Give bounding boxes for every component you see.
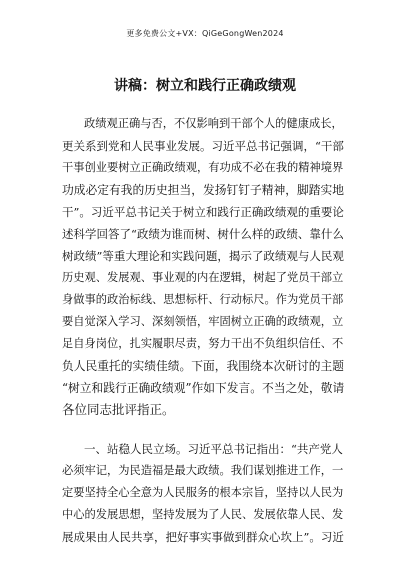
body-line: 干”。习近平总书记关于树立和践行正确政绩观的重要论 <box>62 205 344 219</box>
body-line: 功成必定有我的历史担当，发扬钉钉子精神，脚踏实地 <box>62 183 344 197</box>
body-line: 树政绩”等重大理论和实践问题，揭示了政绩观与人民观 <box>62 249 344 263</box>
body-line: 述科学回答了“政绩为谁而树、树什么样的政绩、靠什么 <box>62 227 344 241</box>
header-note: 更多免费公文+VX：QiGeGongWen2024 <box>126 29 284 38</box>
body-line: 身做事的政治标线、思想标杆、行动标尺。作为党员干部 <box>62 293 344 306</box>
body-line: 政绩观正确与否，不仅影响到干部个人的健康成长， <box>84 117 343 130</box>
body-line: 展成果由人民共享，把好事实事做到群众心坎上”。习近 <box>62 530 344 544</box>
body-line: 各位同志批评指正。 <box>62 402 175 417</box>
body-line: 负人民重托的实绩佳绩。下面，我围绕本次研讨的主题 <box>62 359 344 373</box>
body-line: 足自身岗位，扎实履职尽责，努力干出不负组织信任、不 <box>62 337 344 350</box>
body-line: 定要坚持全心全意为人民服务的根本宗旨，坚持以人民为 <box>62 486 344 499</box>
body-line: 干事创业要树立正确政绩观，有功成不必在我的精神境界 <box>62 161 344 174</box>
body-line: 更关系到党和人民事业发展。习近平总书记强调，“干部 <box>62 139 344 153</box>
document-title: 讲稿：树立和践行正确政绩观 <box>114 78 296 94</box>
body-line: 要自觉深入学习、深刻领悟，牢固树立正确的政绩观，立 <box>62 315 344 328</box>
body-line: “树立和践行正确政绩观”作如下发言。不当之处，敬请 <box>62 381 345 395</box>
body-line: 必须牢记，为民造福是最大政绩。我们谋划推进工作，一 <box>62 464 344 477</box>
body-line: 历史观、发展观、事业观的内在逻辑，树起了党员干部立 <box>62 271 344 284</box>
body-line: 中心的发展思想，坚持发展为了人民、发展依靠人民、发 <box>62 508 344 521</box>
body-line: 一、站稳人民立场。习近平总书记指出：“共产党人 <box>84 442 343 456</box>
